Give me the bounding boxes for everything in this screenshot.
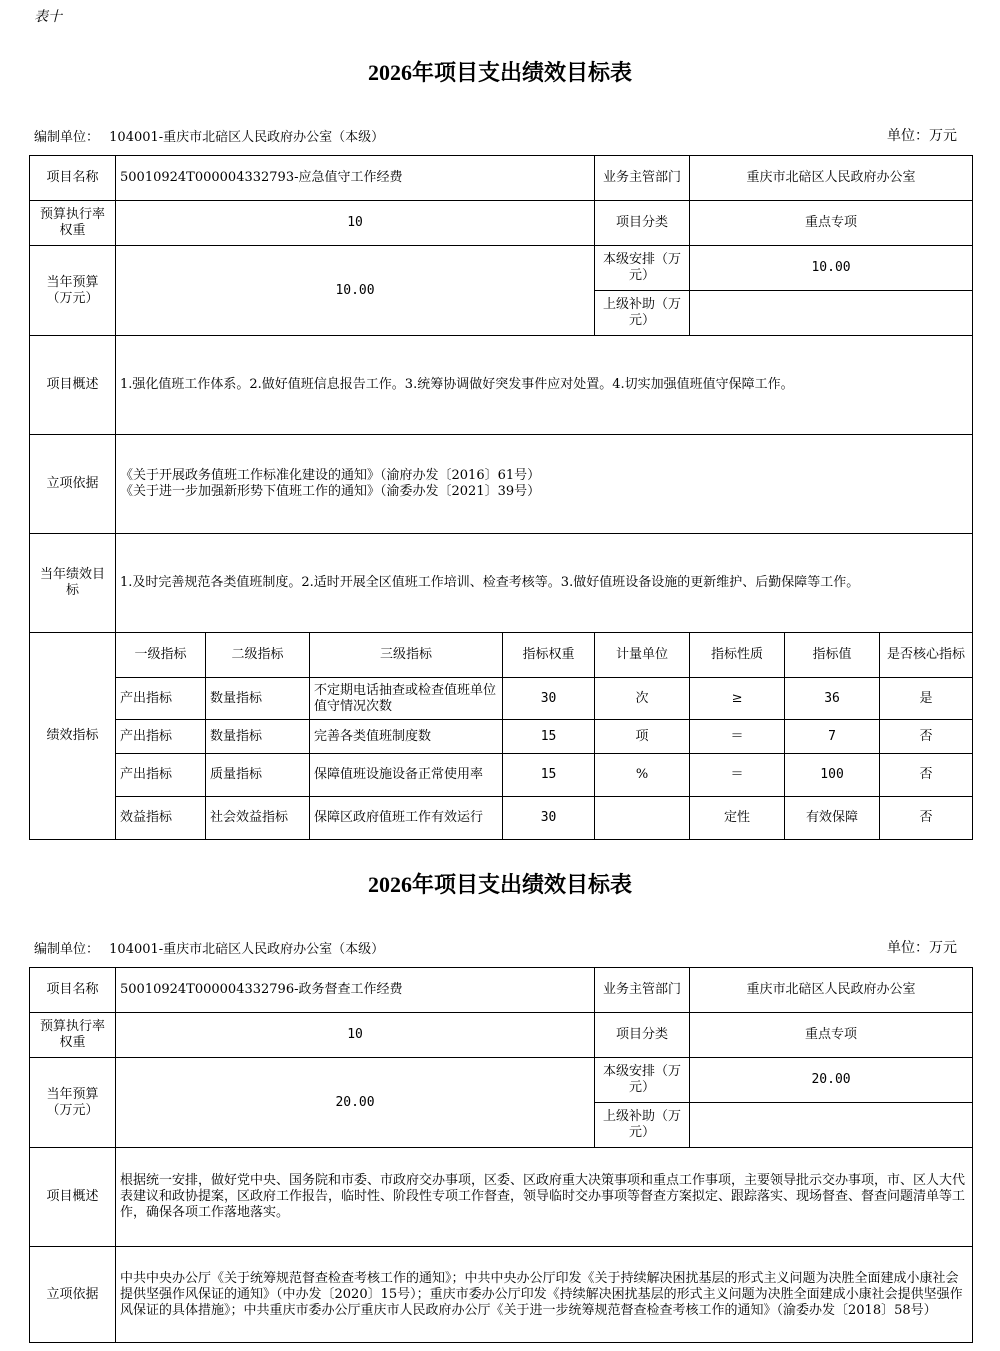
local-value: 10.00 — [690, 246, 973, 291]
indicator-unit: 次 — [595, 678, 690, 720]
weight-label: 预算执行率权重 — [30, 201, 116, 246]
indicator-header: 计量单位 — [595, 633, 690, 678]
indicator-value: 7 — [785, 720, 880, 754]
budget-value: 10.00 — [116, 246, 595, 336]
local-label: 本级安排（万元） — [595, 246, 690, 291]
upper-label: 上级补助（万元） — [595, 291, 690, 336]
indicator-weight: 15 — [503, 754, 595, 797]
basis-line: 《关于进一步加强新形势下值班工作的通知》（渝委办发〔2021〕39号） — [120, 484, 541, 499]
weight-label: 预算执行率权重 — [30, 1013, 116, 1058]
org-info — [34, 938, 384, 957]
indicator-value: 100 — [785, 754, 880, 797]
overview-label: 项目概述 — [30, 336, 116, 435]
indicator-level1: 效益指标 — [116, 797, 206, 840]
dept-label: 业务主管部门 — [595, 968, 690, 1013]
local-label: 本级安排（万元） — [595, 1058, 690, 1103]
basis-value — [116, 435, 973, 534]
indicator-level1: 产出指标 — [116, 678, 206, 720]
indicator-header: 指标权重 — [503, 633, 595, 678]
project-name-value: 50010924T000004332796-政务督查工作经费 — [116, 968, 595, 1013]
overview-value: 根据统一安排，做好党中央、国务院和市委、市政府交办事项，区委、区政府重大决策事项和重点工作事项，主要领导批示交办事项，市、区人大代表建议和政协提案，区政府工作报告，临时性、阶段性专项工作督查，领导临时交办事项等督查方案拟定、跟踪落实、现场督查、督查问题清单等工作，确保各项工作落地落实。 — [116, 1148, 973, 1247]
performance-table — [29, 155, 973, 840]
indicator-header: 指标性质 — [690, 633, 785, 678]
local-value: 20.00 — [690, 1058, 973, 1103]
dept-label: 业务主管部门 — [595, 156, 690, 201]
indicator-level3: 不定期电话抽查或检查值班单位值守情况次数 — [310, 678, 503, 720]
upper-label: 上级补助（万元） — [595, 1103, 690, 1148]
indicator-unit: % — [595, 754, 690, 797]
indicator-header: 指标值 — [785, 633, 880, 678]
indicator-nature: 定性 — [690, 797, 785, 840]
indicator-weight: 30 — [503, 678, 595, 720]
indicator-level3: 完善各类值班制度数 — [310, 720, 503, 754]
goal-value: 1.及时完善规范各类值班制度。2.适时开展全区值班工作培训、检查考核等。3.做好值班设备设施的更新维护、后勤保障等工作。 — [116, 534, 973, 633]
performance-table — [29, 967, 973, 1343]
table-row — [30, 754, 973, 797]
upper-value — [690, 291, 973, 336]
upper-value — [690, 1103, 973, 1148]
indicator-header: 三级指标 — [310, 633, 503, 678]
indicator-core: 否 — [880, 754, 973, 797]
weight-value: 10 — [116, 201, 595, 246]
basis-label: 立项依据 — [30, 1247, 116, 1343]
indicator-header: 是否核心指标 — [880, 633, 973, 678]
basis-value: 中共中央办公厅《关于统筹规范督查检查考核工作的通知》；中共中央办公厅印发《关于持续解决困扰基层的形式主义问题为决胜全面建成小康社会提供坚强作风保证的通知》（中办发〔2020〕15号）；重庆市委办公厅印发《持续解决困扰基层的形式主义问题为决胜全面建成小康社会提供坚强作风保证的具体措施》；中共重庆市委办公厅重庆市人民政府办公厅《关于进一步统筹规范督查检查考核工作的通知》（渝委办发〔2018〕58号） — [116, 1247, 973, 1343]
unit-label: 单位：万元 — [887, 128, 957, 144]
project-name-label: 项目名称 — [30, 156, 116, 201]
org-info — [34, 126, 384, 145]
org-value: 104001-重庆市北碚区人民政府办公室（本级） — [109, 942, 385, 957]
indicator-level1: 产出指标 — [116, 754, 206, 797]
table-row — [30, 797, 973, 840]
indicator-nature: ≥ — [690, 678, 785, 720]
category-label: 项目分类 — [595, 1013, 690, 1058]
indicator-level2: 质量指标 — [206, 754, 310, 797]
indicator-level3: 保障值班设施设备正常使用率 — [310, 754, 503, 797]
project-name-value: 50010924T000004332793-应急值守工作经费 — [116, 156, 595, 201]
category-value: 重点专项 — [690, 201, 973, 246]
indicator-level1: 产出指标 — [116, 720, 206, 754]
goal-label: 当年绩效目标 — [30, 534, 116, 633]
indicator-header: 一级指标 — [116, 633, 206, 678]
indicator-core: 否 — [880, 720, 973, 754]
indicator-nature: ＝ — [690, 720, 785, 754]
unit-label: 单位：万元 — [887, 940, 957, 956]
indicator-unit: 项 — [595, 720, 690, 754]
table-row — [30, 720, 973, 754]
overview-value: 1.强化值班工作体系。2.做好值班信息报告工作。3.统筹协调做好突发事件应对处置。4.切实加强值班值守保障工作。 — [116, 336, 973, 435]
org-value: 104001-重庆市北碚区人民政府办公室（本级） — [109, 130, 385, 145]
indicator-unit — [595, 797, 690, 840]
indicator-level2: 数量指标 — [206, 678, 310, 720]
org-label: 编制单位： — [34, 130, 100, 145]
page-title: 2026年项目支出绩效目标表 — [367, 872, 632, 897]
page-title: 2026年项目支出绩效目标表 — [367, 60, 632, 85]
category-value: 重点专项 — [690, 1013, 973, 1058]
indicator-value: 36 — [785, 678, 880, 720]
dept-value: 重庆市北碚区人民政府办公室 — [690, 968, 973, 1013]
indicator-value: 有效保障 — [785, 797, 880, 840]
budget-label: 当年预算（万元） — [30, 1058, 116, 1148]
basis-line: 《关于开展政务值班工作标准化建设的通知》（渝府办发〔2016〕61号） — [120, 468, 541, 483]
project-name-label: 项目名称 — [30, 968, 116, 1013]
budget-label: 当年预算（万元） — [30, 246, 116, 336]
table-label: 表十 — [34, 9, 62, 25]
overview-label: 项目概述 — [30, 1148, 116, 1247]
budget-value: 20.00 — [116, 1058, 595, 1148]
indicator-nature: ＝ — [690, 754, 785, 797]
category-label: 项目分类 — [595, 201, 690, 246]
indicator-weight: 15 — [503, 720, 595, 754]
dept-value: 重庆市北碚区人民政府办公室 — [690, 156, 973, 201]
table-row — [30, 678, 973, 720]
indicator-header: 二级指标 — [206, 633, 310, 678]
org-label: 编制单位： — [34, 942, 100, 957]
indicator-core: 是 — [880, 678, 973, 720]
indicator-level2: 数量指标 — [206, 720, 310, 754]
indicator-level3: 保障区政府值班工作有效运行 — [310, 797, 503, 840]
basis-label: 立项依据 — [30, 435, 116, 534]
indicator-level2: 社会效益指标 — [206, 797, 310, 840]
indicators-label: 绩效指标 — [30, 633, 116, 840]
indicator-weight: 30 — [503, 797, 595, 840]
indicator-core: 否 — [880, 797, 973, 840]
weight-value: 10 — [116, 1013, 595, 1058]
